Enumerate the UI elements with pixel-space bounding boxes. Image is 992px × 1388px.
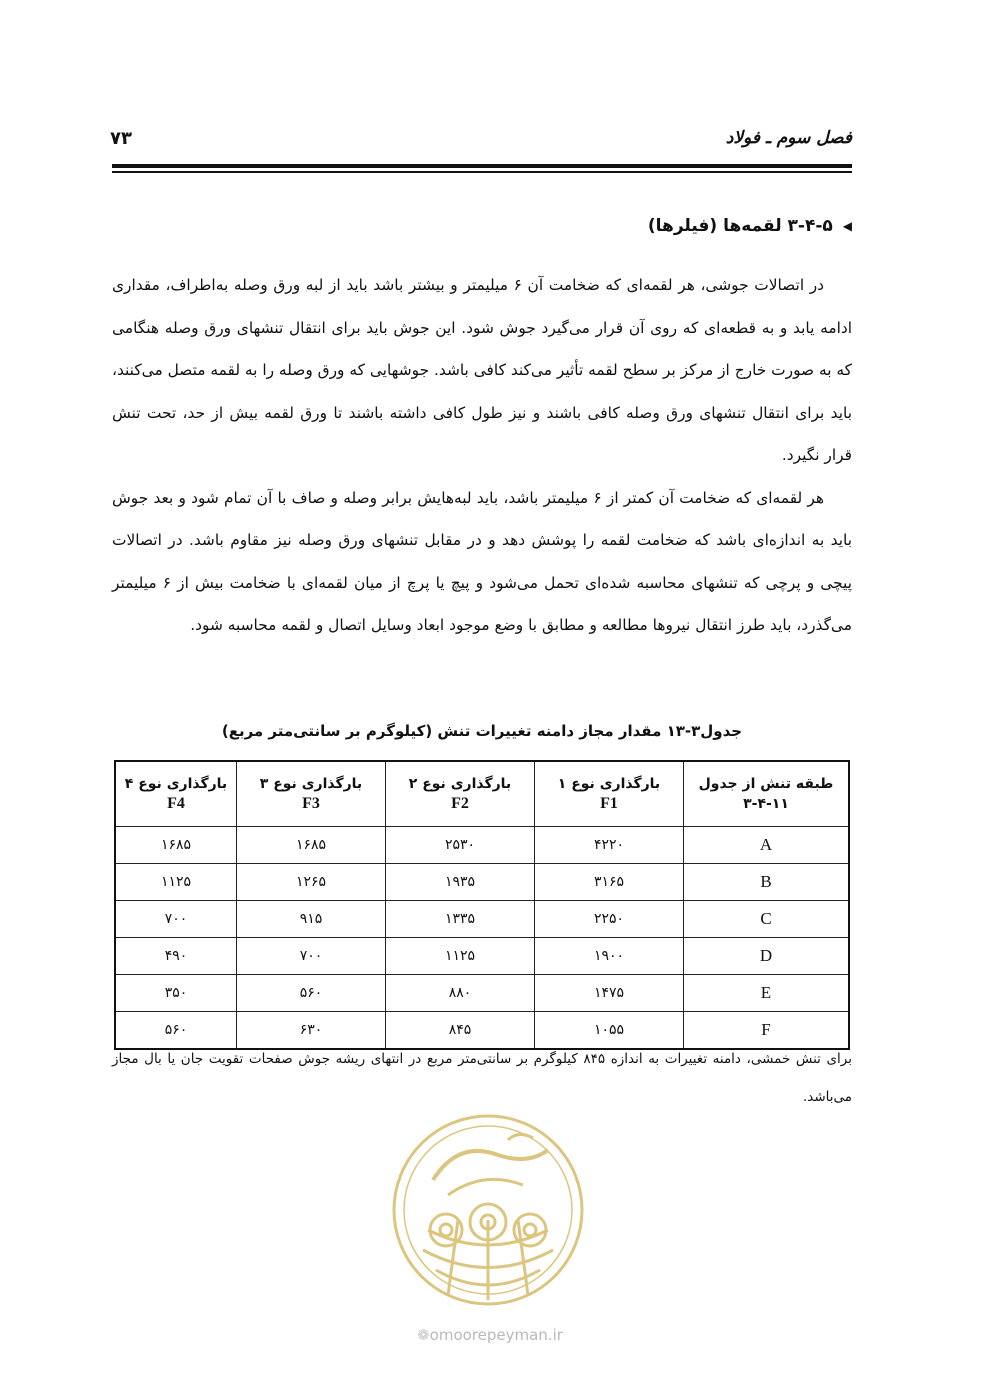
table-cell: ۱۴۷۵ [535, 975, 684, 1012]
table-cell: ۱۳۳۵ [386, 901, 535, 938]
header-cell-f3: بارگذاری نوع ۳ F3 [237, 761, 386, 827]
header-cell-class: طبقه تنش از جدول ۳-۴-۱۱ [684, 761, 850, 827]
table-cell: ۱۱۲۵ [386, 938, 535, 975]
page-number: ۷۳ [110, 128, 132, 149]
running-header-chapter: فصل سوم ـ فولاد [725, 128, 852, 148]
table-header-row [115, 761, 849, 827]
table-cell: ۵۶۰ [115, 1012, 237, 1050]
table-cell: E [684, 975, 850, 1012]
table-row [115, 827, 849, 864]
table-cell: ۷۰۰ [115, 901, 237, 938]
table-cell: F [684, 1012, 850, 1050]
seal-small-icon: ❁ [417, 1326, 430, 1344]
watermark-site: ❁omoorepeyman.ir [417, 1326, 563, 1344]
table-cell: C [684, 901, 850, 938]
table-caption: جدول۳-۱۳ مقدار مجاز دامنه تغییرات تنش (کیلوگرم بر سانتی‌متر مربع) [221, 722, 743, 740]
table-row [115, 864, 849, 901]
table-cell: ۹۱۵ [237, 901, 386, 938]
body-text [112, 264, 852, 647]
header-cell-f1: بارگذاری نوع ۱ F1 [535, 761, 684, 827]
stress-range-table [114, 760, 850, 1050]
table-cell: ۱۶۸۵ [115, 827, 237, 864]
table-cell: ۱۶۸۵ [237, 827, 386, 864]
table-cell: ۷۰۰ [237, 938, 386, 975]
table-cell: ۳۱۶۵ [535, 864, 684, 901]
header-rule-thin [112, 171, 852, 173]
table-cell: ۴۹۰ [115, 938, 237, 975]
table-cell: ۱۱۲۵ [115, 864, 237, 901]
table-cell: A [684, 827, 850, 864]
table-row [115, 975, 849, 1012]
triangle-bullet-icon: ◀ [842, 219, 852, 233]
table-cell: ۳۵۰ [115, 975, 237, 1012]
paragraph-2: هر لقمه‌ای که ضخامت آن کمتر از ۶ میلیمتر باشد، باید لبه‌هایش برابر وصله و صاف با آن تمام شود و بعد جوش باید به اندازه‌ای باشد که ضخامت لقمه را پوشش دهد و در مقابل تنشهای ورق وصله نیز مقاوم باشد. در اتصالات پیچی و پرچی که تنشهای محاسبه شده‌ای تحمل می‌شود و پیچ یا پرچ از میان لقمه‌ای با ضخامت بیش از ۶ میلیمتر می‌گذرد، باید طرز انتقال نیروها مطالعه و مطابق با وضع موجود ابعاد وسایل اتصال و لقمه محاسبه شود. [112, 488, 852, 634]
table-row [115, 938, 849, 975]
section-heading [648, 216, 852, 236]
table-cell: ۴۲۲۰ [535, 827, 684, 864]
header-cell-f2: بارگذاری نوع ۲ F2 [386, 761, 535, 827]
table-cell: ۶۳۰ [237, 1012, 386, 1050]
table-cell: ۱۹۰۰ [535, 938, 684, 975]
table-cell: B [684, 864, 850, 901]
table-cell: ۱۰۵۵ [535, 1012, 684, 1050]
table-cell: D [684, 938, 850, 975]
table-cell: ۵۶۰ [237, 975, 386, 1012]
header-cell-f4: بارگذاری نوع ۴ F4 [115, 761, 237, 827]
table-cell: ۲۲۵۰ [535, 901, 684, 938]
table-row [115, 901, 849, 938]
table-cell: ۸۴۵ [386, 1012, 535, 1050]
section-title: ۳-۴-۵ لقمه‌ها (فیلرها) [647, 216, 833, 236]
paragraph-1: در اتصالات جوشی، هر لقمه‌ای که ضخامت آن ۶ میلیمتر و بیشتر باشد باید از لبه ورق وصله به‌اطراف، مقداری ادامه یابد و به قطعه‌ای که روی آن قرار می‌گیرد جوش شود. این جوش باید برای انتقال تنشهای ورق وصله هنگامی که به صورت خارج از مرکز بر سطح لقمه تأثیر می‌کند کافی باشد. جوشهایی که ورق وصله را به لقمه متصل می‌کنند، باید برای انتقال تنشهای ورق وصله کافی باشند و نیز طول کافی داشته باشند تا ورق لقمه بیش از حد، تحت تنش قرار نگیرد. [111, 276, 852, 464]
omoorepeyman-seal-icon [388, 1110, 588, 1310]
table-cell: ۸۸۰ [386, 975, 535, 1012]
table-cell: ۲۵۳۰ [386, 827, 535, 864]
table-footnote: برای تنش خمشی، دامنه تغییرات به اندازه ۸۴۵ کیلوگرم بر سانتی‌متر مربع در انتهای ریشه جوش صفحات تقویت جان یا بال مجاز می‌باشد. [112, 1051, 852, 1105]
table-cell: ۱۹۳۵ [386, 864, 535, 901]
table-cell: ۱۲۶۵ [237, 864, 386, 901]
header-rule-thick [112, 164, 852, 168]
